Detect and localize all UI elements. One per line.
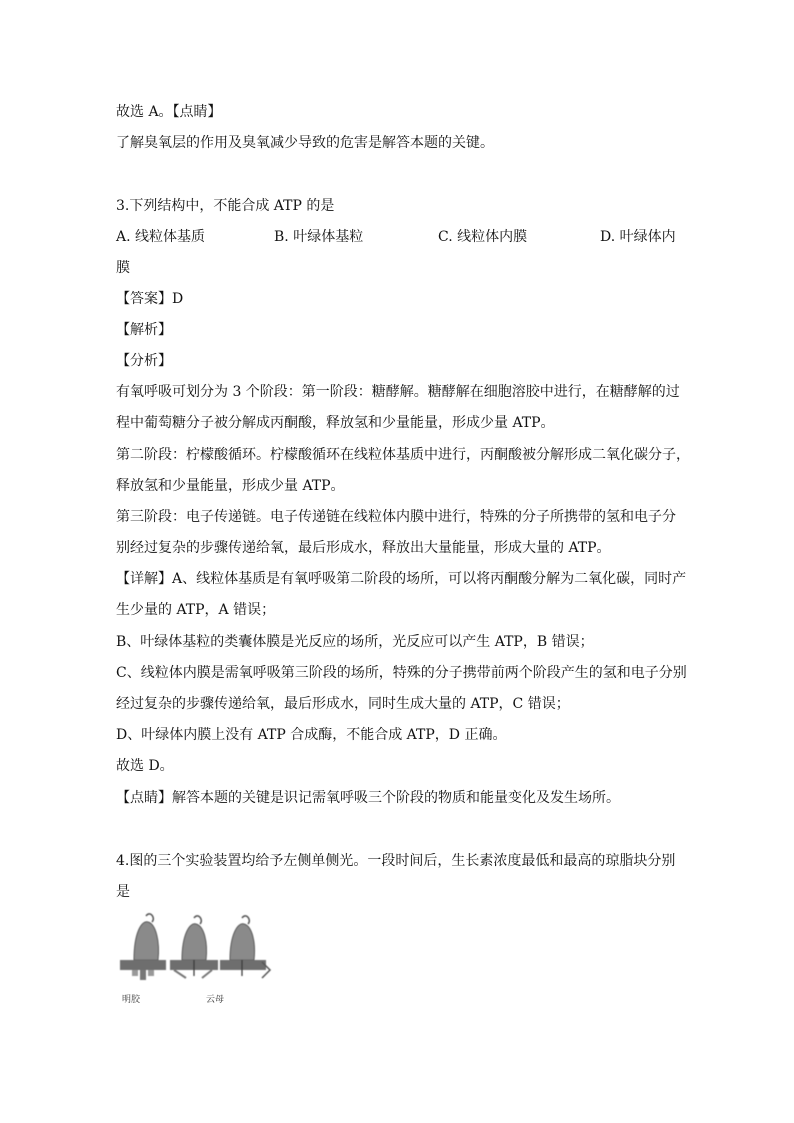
q3-option-wrap: 膜 [116,260,130,276]
setup-3 [220,916,270,978]
q3-para1-line1: 有氧呼吸可划分为 3 个阶段：第一阶段：糖酵解。糖酵解在细胞溶胶中进行，在糖酵解的过 [116,384,680,400]
q4-figure [112,912,272,1012]
q3-option-b[interactable]: B. 叶绿体基粒 [274,229,364,245]
q4-stem-line1: 4.图的三个实验装置均给予左侧单侧光。一段时间后，生长素浓度最低和最高的琼脂块分别 [116,853,676,869]
q4-stem-line2: 是 [116,884,130,900]
q3-option-c[interactable]: C. 线粒体内膜 [438,229,528,245]
q3-answer: 【答案】D [116,291,184,307]
q3-dianjing: 【点睛】解答本题的关键是识记需氧呼吸三个阶段的物质和能量变化及发生场所。 [116,790,620,806]
q3-option-a[interactable]: A. 线粒体基质 [116,229,206,245]
q3-choose: 故选 D。 [116,758,174,774]
q3-detail-c-line1: C、线粒体内膜是需氧呼吸第三阶段的场所，特殊的分子携带前两个阶段产生的氢和电子分别 [116,665,687,681]
q3-detail-d: D、叶绿体内膜上没有 ATP 合成酶，不能合成 ATP，D 正确。 [116,727,507,743]
q3-para2-line1: 第二阶段：柠檬酸循环。柠檬酸循环在线粒体基质中进行，丙酮酸被分解形成二氧化碳分子， [116,447,690,463]
prev-summary: 了解臭氧层的作用及臭氧减少导致的危害是解答本题的关键。 [116,135,494,151]
figure-label-left: 明胶 [122,995,141,1005]
q3-stem: 3.下列结构中，不能合成 ATP 的是 [116,198,335,214]
q3-para1-line2: 程中葡萄糖分子被分解成丙酮酸，释放氢和少量能量，形成少量 ATP。 [116,415,555,431]
q3-para3-line1: 第三阶段：电子传递链。电子传递链在线粒体内膜中进行，特殊的分子所携带的氢和电子分 [116,509,676,525]
setup-1 [120,914,166,980]
q3-option-d[interactable]: D. 叶绿体内 [600,229,676,245]
q3-para3-line2: 别经过复杂的步骤传递给氧，最后形成水，释放出大量能量，形成大量的 ATP。 [116,540,611,556]
prev-choose-line: 故选 A。【点睛】 [116,104,222,120]
figure-label-right: 云母 [206,995,225,1005]
setup-2 [170,916,218,978]
q3-para2-line2: 释放氢和少量能量，形成少量 ATP。 [116,478,345,494]
q3-detail-c-line2: 经过复杂的步骤传递给氧，最后形成水，同时生成大量的 ATP，C 错误； [116,696,570,712]
q3-jiexi-heading: 【解析】 [116,322,172,338]
q3-detail-a-line1: 【详解】A、线粒体基质是有氧呼吸第二阶段的场所，可以将丙酮酸分解为二氧化碳，同时产 [116,571,687,587]
q3-detail-a-line2: 生少量的 ATP，A 错误； [116,602,276,618]
q3-fenxi-heading: 【分析】 [116,353,172,369]
q3-detail-b: B、叶绿体基粒的类囊体膜是光反应的场所，光反应可以产生 ATP，B 错误； [116,634,594,650]
